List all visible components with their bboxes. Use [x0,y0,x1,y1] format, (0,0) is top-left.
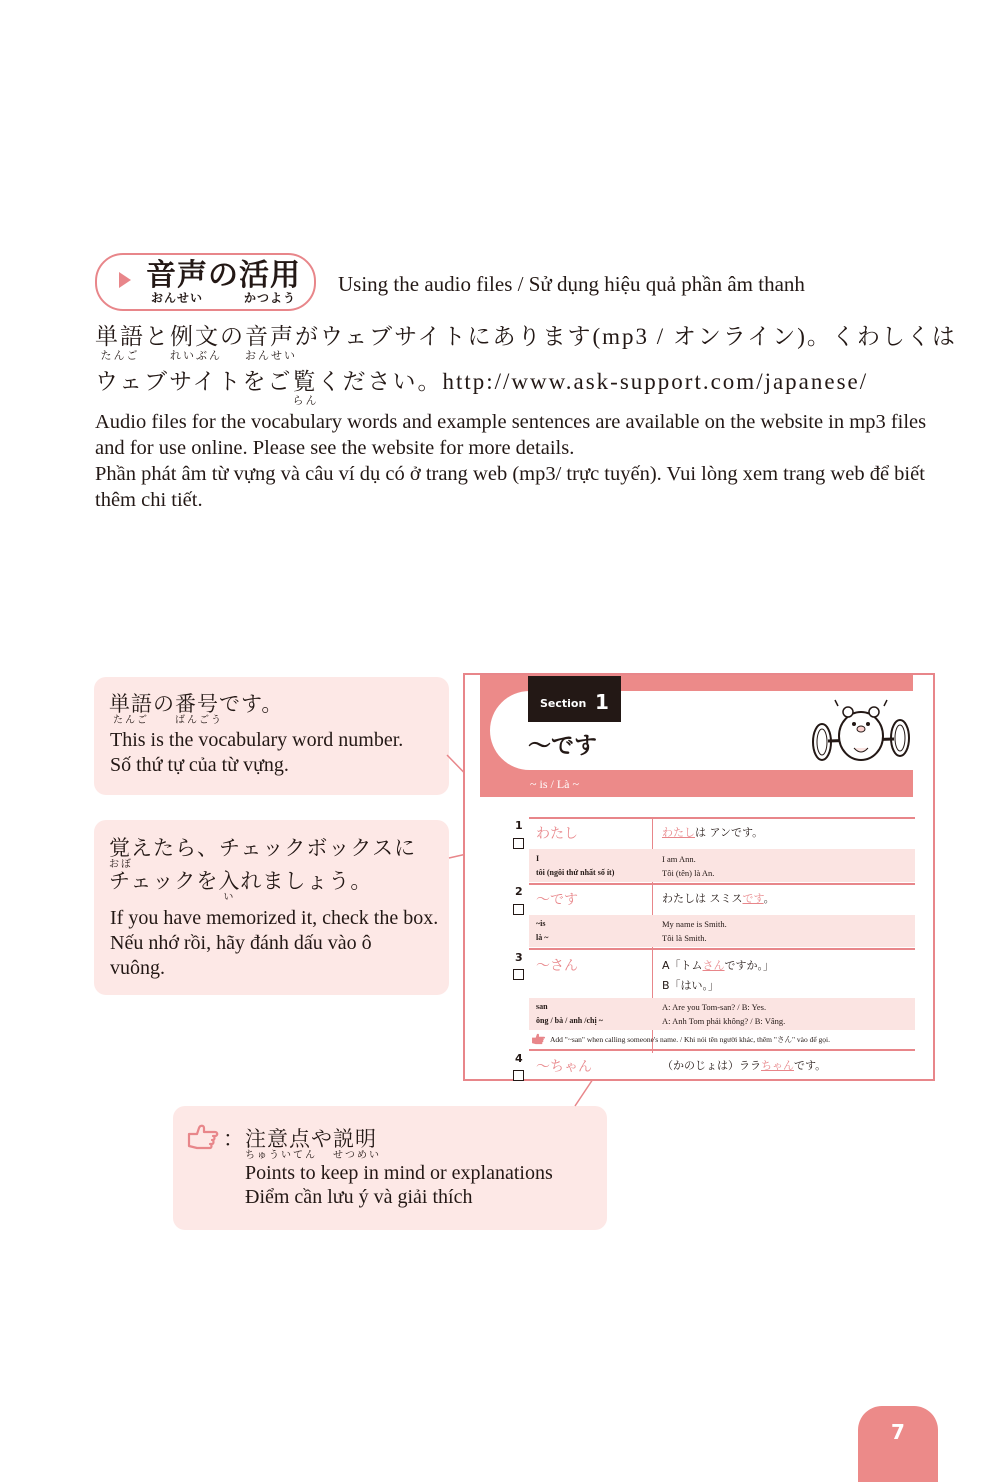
row-divider [529,883,915,885]
example-sentence: わたしは アンです。 [662,826,764,839]
example-sentence: （かのじょは）ララちゃんです。 [662,1059,827,1072]
callout-number-vi: Số thứ tự của từ vựng. [110,754,289,776]
page-number: 7 [891,1420,905,1444]
callout-points-en: Points to keep in mind or explanations [245,1162,553,1184]
row-checkbox[interactable] [513,904,524,915]
hamster-lifting-weights-icon [808,698,914,766]
row-number: 4 [515,1052,523,1065]
audio-jp-line-2: ウェブサイトをご覧 らん ください。http://www.ask-support.com/japanese/ [95,369,869,407]
callout-checkbox-en: If you have memorized it, check the box. [110,907,439,929]
example-sentence: わたしは スミスです。 [662,892,775,905]
row-divider [529,948,915,950]
sample-note: Add "~san" when calling someone's name. / Khi nói tên người khác, thêm "さん" vào để gọi. [550,1035,831,1044]
row-divider [529,817,915,819]
page-number-tab [858,1406,938,1482]
vocab-word: ～です [536,892,578,908]
pointing-hand-icon [531,1033,546,1045]
website-url[interactable]: ください。http://www.ask-support.com/japanese/ [317,369,869,394]
callout-number-en: This is the vocabulary word number. [110,729,404,751]
row-number: 2 [515,885,523,898]
callout-checkbox-jp-1: 覚 おぼ えたら、チェックボックスに [109,836,417,870]
callout-points-vi: Điểm cần lưu ý và giải thích [245,1186,473,1208]
row-checkbox[interactable] [513,838,524,849]
callout-points-jp: ：注意点 ちゅういてん や説明 せつめい [223,1127,381,1161]
audio-section-subtitle: Using the audio files / Sử dụng hiệu quả phần âm thanh [338,272,805,296]
word-translation: san ông / bà / anh /chị ~ [536,1002,603,1025]
audio-section-title: 音声 おんせい の活用 かつよう [146,258,301,305]
row-number: 3 [515,951,523,964]
word-translation: ~is là ~ [536,919,549,942]
vocab-word: わたし [536,826,578,842]
callout-checkbox-jp-2: チェックを入 い れましょう。 [109,869,373,903]
callout-checkbox-vi: Nếu nhớ rồi, hãy đánh dấu vào ô vuông. [110,932,372,979]
word-translation: I tôi (ngôi thứ nhất số ít) [536,854,615,877]
sample-subtitle: ~ is / Là ~ [530,777,579,791]
row-divider [529,1049,915,1051]
vocab-word: ～さん [536,958,578,974]
sentence-translation: I am Ann. Tôi (tên) là An. [662,854,715,878]
example-sentence: A「トムさんですか。」 B「はい。」 [662,959,775,992]
sample-title: ～です [528,733,597,759]
section-label-box: Section 1 [528,676,621,722]
callout-number-jp: 単語 たんご の番号 ばんごう です。 [109,692,284,726]
audio-en-text: Audio files for the vocabulary words and example sentences are available on the website in mp3 files and for use online. Please see the website for more details. [95,411,927,459]
sentence-translation: A: Are you Tom-san? / B: Yes. A: Anh Tom phải không? / B: Vâng. [662,1002,786,1026]
vocab-word: ～ちゃん [536,1059,592,1075]
sentence-translation: My name is Smith. Tôi là Smith. [662,919,727,943]
audio-jp-line-1: 単語 たんご と例文 れいぶん の音声 おんせい がウェブサイトにあります(mp3 / オンライン)。くわしくは [95,324,957,362]
row-checkbox[interactable] [513,1070,524,1081]
row-checkbox[interactable] [513,969,524,980]
audio-vi-text: Phần phát âm từ vựng và câu ví dụ có ở trang web (mp3/ trực tuyến). Vui lòng xem trang web để biết thêm chi tiết. [95,463,925,511]
row-number: 1 [515,819,523,832]
